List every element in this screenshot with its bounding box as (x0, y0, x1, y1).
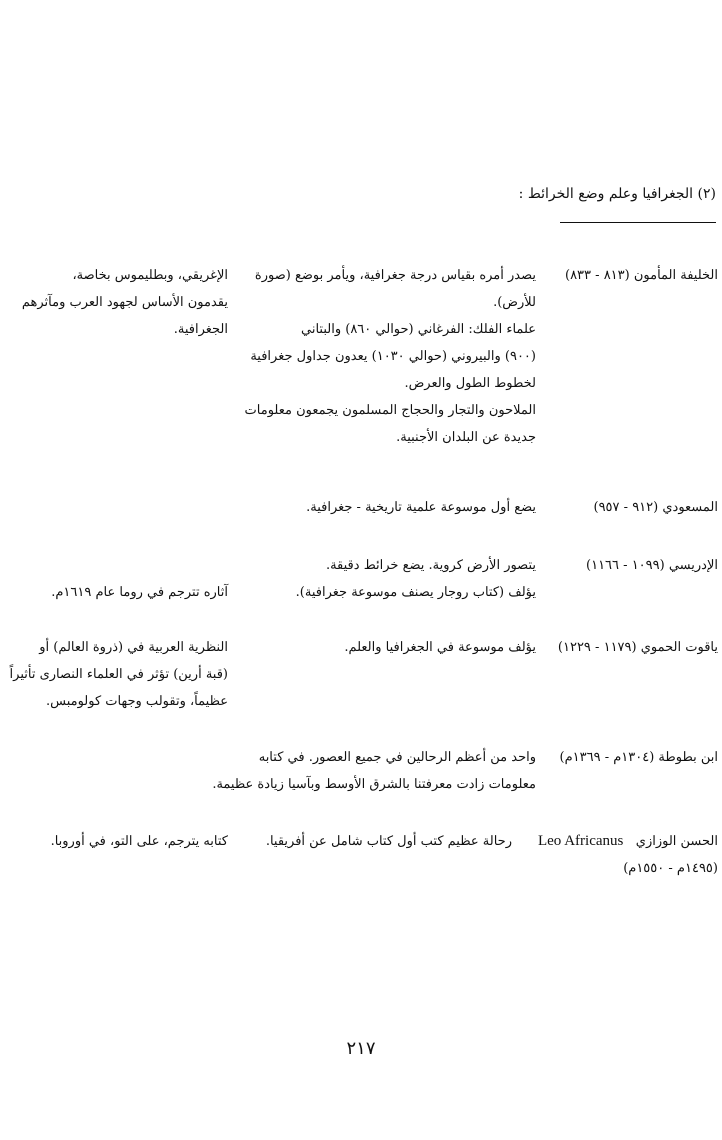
description-line: لخطوط الطول والعرض. (404, 376, 536, 391)
description (212, 828, 512, 855)
description-line: (٩٠٠) والبيروني (حوالي ١٠٣٠) يعدون جداول جغرافية (250, 349, 536, 364)
name-line: المسعودي (٩١٢ - ٩٥٧) (593, 500, 718, 515)
description (236, 552, 536, 606)
note-line: النظرية العربية في (ذروة العالم) أو (39, 640, 228, 655)
description-line: رحالة عظيم كتب أول كتاب شامل عن أفريقيا. (265, 834, 512, 849)
note-line: يقدمون الأساس لجهود العرب ومآثرهم (21, 295, 228, 310)
person-name (542, 744, 718, 771)
description-line: جديدة عن البلدان الأجنبية. (396, 430, 536, 445)
description-line: يضع أول موسوعة علمية تاريخية - جغرافية. (306, 500, 536, 515)
description-line: يتصور الأرض كروية. يضع خرائط دقيقة. (325, 558, 536, 573)
name-line: الخليفة المأمون (٨١٣ - ٨٣٣) (564, 268, 718, 283)
section-title: (٢) الجغرافيا وعلم وضع الخرائط : (518, 186, 716, 202)
name-line: ياقوت الحموي (١١٧٩ - ١٢٢٩) (557, 640, 718, 655)
person-name (542, 634, 718, 661)
description-line: علماء الفلك: الفرغاني (حوالي ٨٦٠) والبتاني (300, 322, 536, 337)
name-latin: Leo Africanus (537, 833, 624, 849)
description-line: الملاحون والتجار والحجاج المسلمون يجمعون معلومات (244, 403, 536, 418)
description-line: يصدر أمره بقياس درجة جغرافية، ويأمر بوضع (صورة (254, 268, 536, 283)
note-line (14, 552, 228, 579)
name-line (518, 828, 718, 855)
description (236, 262, 536, 451)
note (14, 552, 228, 606)
person-name (542, 552, 718, 579)
name-line: الإدريسي (١٠٩٩ - ١١٦٦) (586, 558, 718, 573)
description-line: واحد من أعظم الرحالين في جميع العصور. في كتابه (258, 750, 536, 765)
note-line: الإغريقي، وبطليموس بخاصة، (72, 268, 228, 283)
description (236, 494, 536, 521)
name-line: (١٤٩٥م - ١٥٥٠م) (623, 861, 718, 876)
description-line: يؤلف (كتاب روجار يصنف موسوعة جغرافية). (295, 585, 536, 600)
page-number: ٢١٧ (346, 1038, 376, 1059)
title-underline (560, 222, 716, 223)
description-line: للأرض). (493, 295, 536, 310)
description (212, 744, 536, 798)
note-line: الجغرافية. (173, 322, 228, 337)
note-line: (قبة أرين) تؤثر في العلماء النصارى تأثيراً (9, 667, 228, 682)
note-line: آثاره تترجم في روما عام ١٦١٩م. (51, 585, 228, 600)
note-line: عظيماً، وتقولب وجهات كولومبس. (45, 694, 228, 709)
name-line: ابن بطوطة (١٣٠٤م - ١٣٦٩م) (559, 750, 718, 765)
person-name (542, 262, 718, 289)
note (9, 634, 228, 715)
person-name (518, 828, 718, 882)
note (14, 262, 228, 343)
note-line: كتابه يترجم، على التو، في أوروبا. (50, 834, 228, 849)
note (14, 828, 228, 855)
description (236, 634, 536, 661)
name-arabic: الحسن الوزازي (635, 834, 718, 849)
person-name (542, 494, 718, 521)
description-line: معلومات زادت معرفتنا بالشرق الأوسط وبآسيا زيادة عظيمة. (212, 777, 536, 792)
description-line: يؤلف موسوعة في الجغرافيا والعلم. (344, 640, 536, 655)
